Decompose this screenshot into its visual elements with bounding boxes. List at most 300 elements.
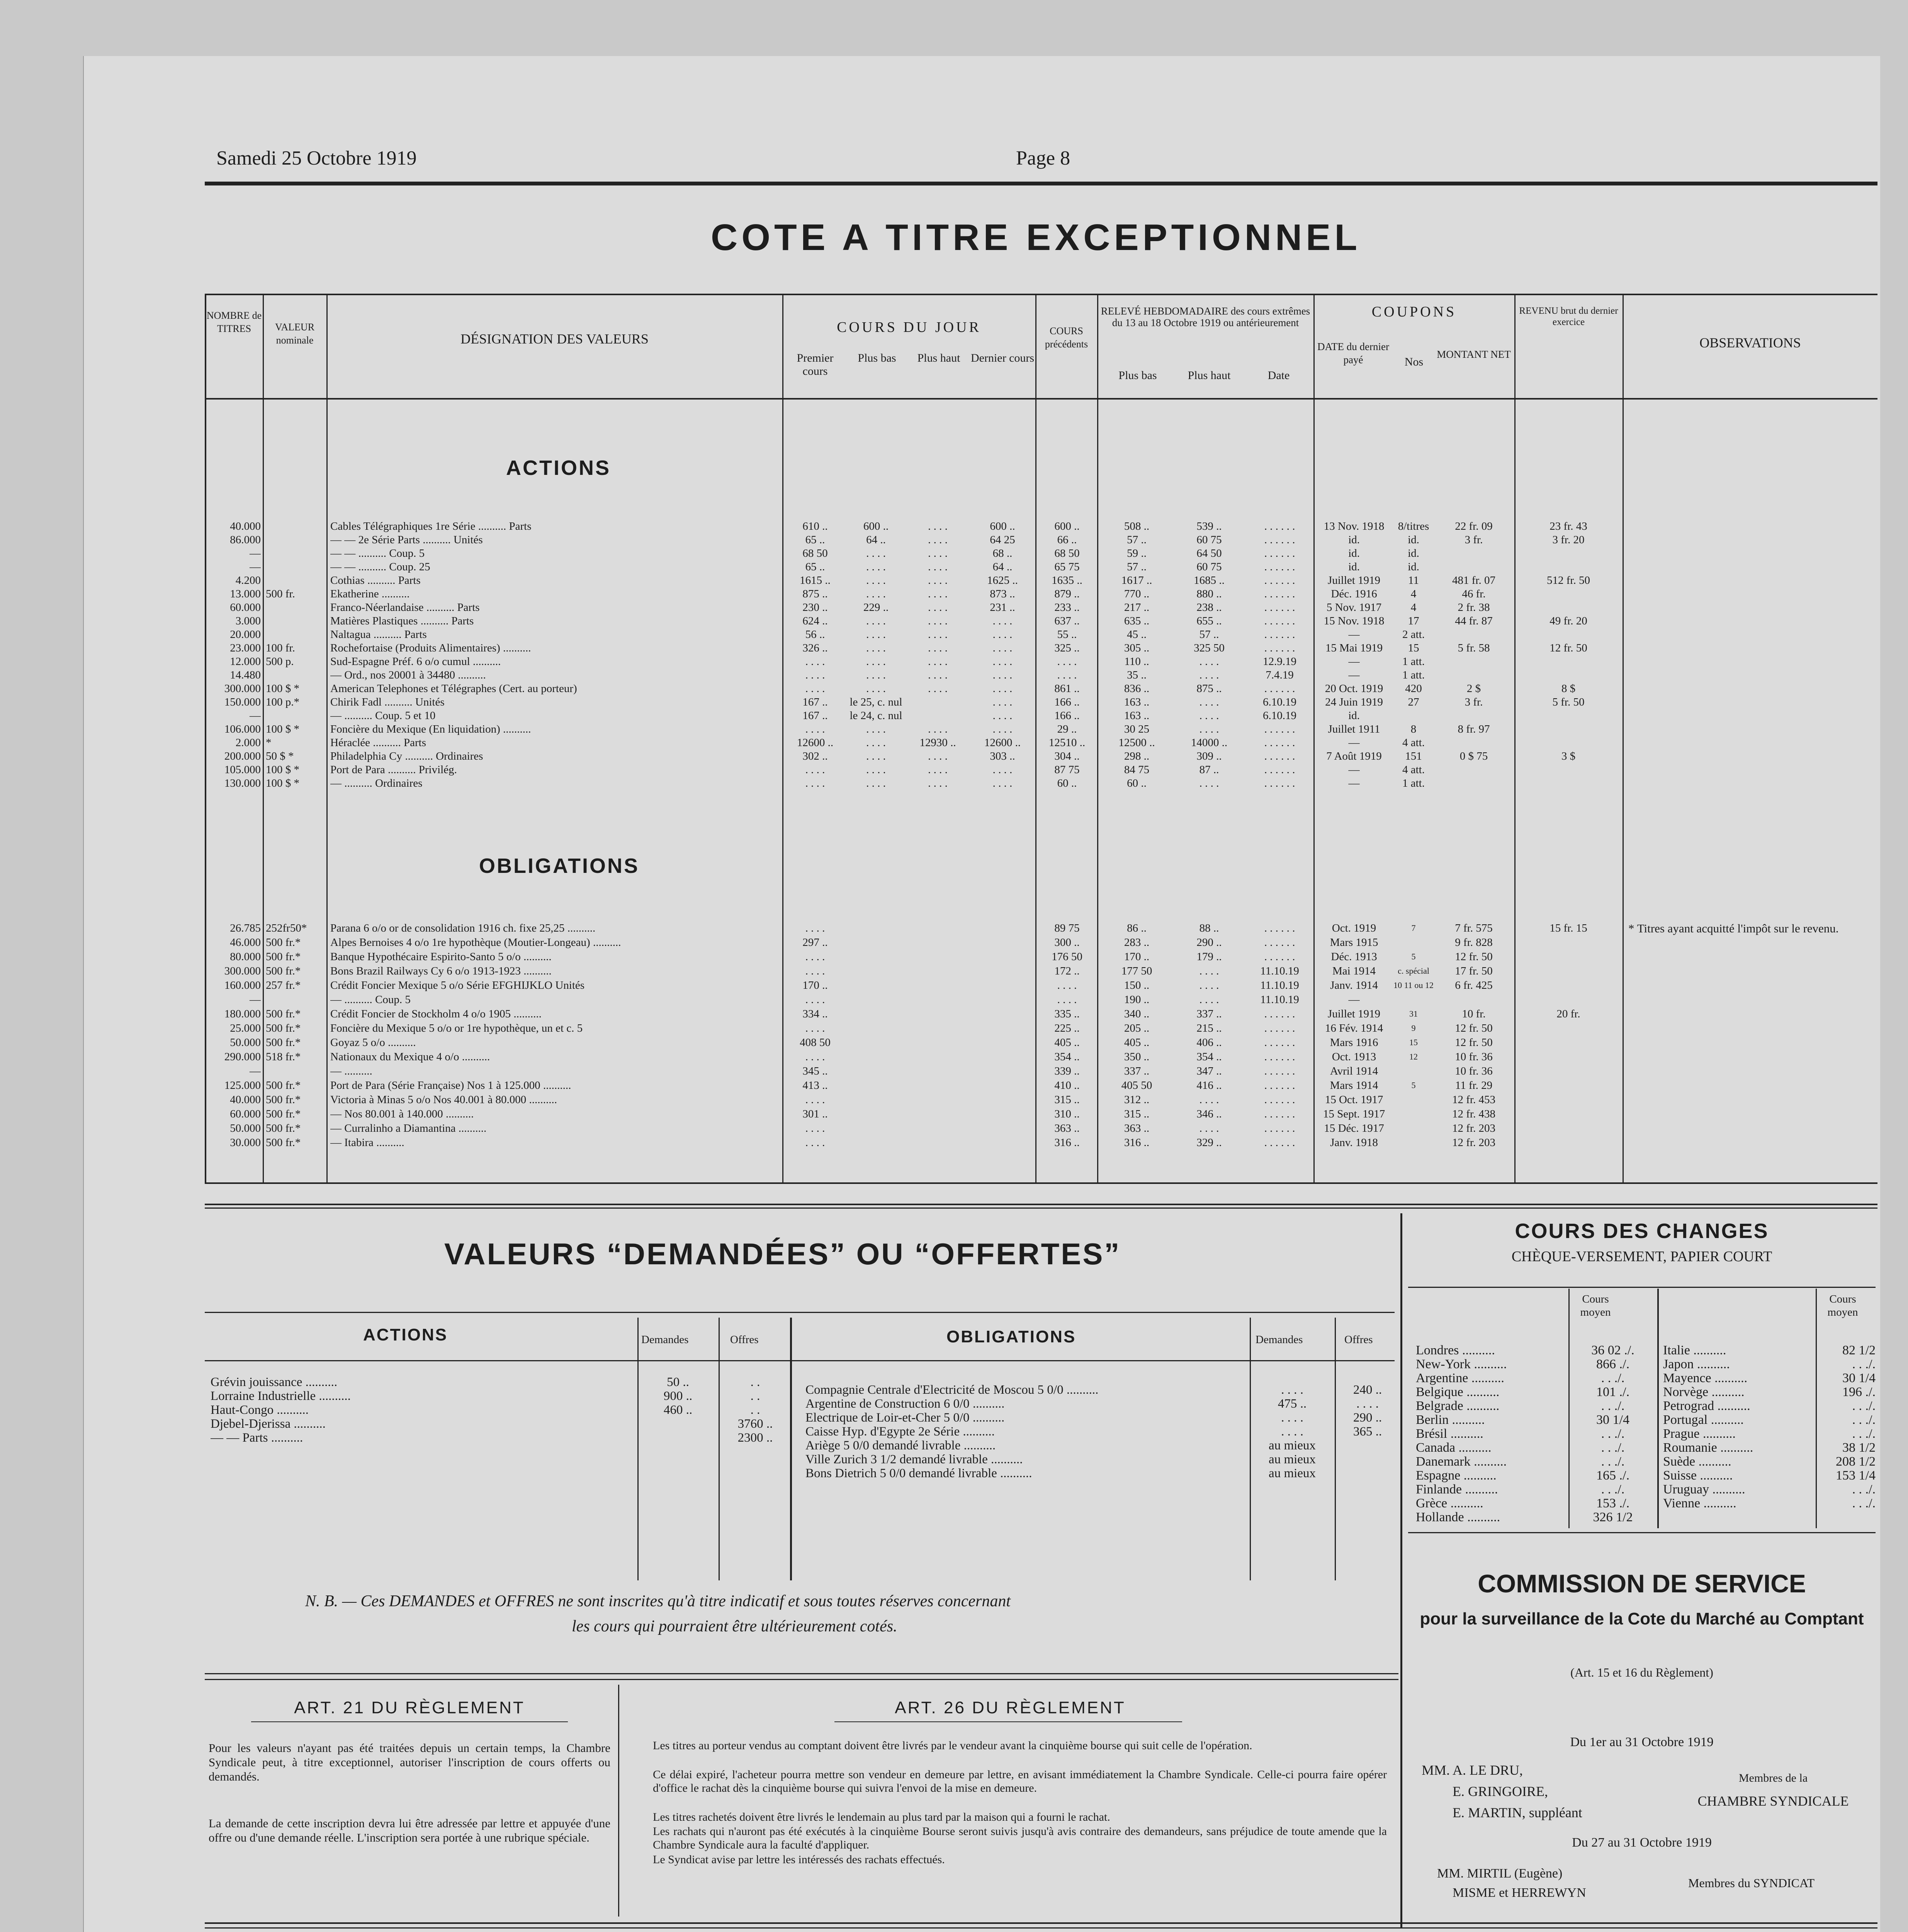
- actions-cell-p: 326 ..: [802, 642, 828, 654]
- obligations-cell-cd: Avril 1914: [1330, 1065, 1378, 1077]
- actions-cell-b: . . . .: [866, 547, 886, 560]
- obligations-cell-rv: 15 fr. 15: [1550, 922, 1587, 934]
- obligations-cell-rb: 405 50: [1121, 1079, 1152, 1092]
- demandees-action-offre: 2300 ..: [737, 1431, 773, 1444]
- actions-cell-n: 105.000: [224, 764, 261, 776]
- col-sep: [782, 294, 783, 1182]
- actions-cell-p: 875 ..: [802, 588, 828, 600]
- actions-cell-v: *: [266, 736, 272, 749]
- obligations-cell-rd: 11.10.19: [1260, 965, 1299, 977]
- actions-cell-d: Sud-Espagne Préf. 6 o/o cumul ..........: [330, 655, 501, 668]
- actions-cell-h: . . . .: [928, 588, 948, 600]
- issue-date: Samedi 25 Octobre 1919: [216, 147, 417, 169]
- section-rule: [205, 1922, 1877, 1924]
- actions-section-title: ACTIONS: [506, 456, 611, 480]
- demandees-obligation-offre: 365 ..: [1353, 1425, 1382, 1438]
- obligations-cell-rb: 315 ..: [1124, 1108, 1150, 1120]
- obligations-cell-cn: 15: [1409, 1037, 1418, 1047]
- actions-cell-d: Chirik Fadl .......... Unités: [330, 696, 445, 708]
- actions-cell-rh: 60 75: [1196, 561, 1222, 573]
- obligations-cell-rd: . . . . . .: [1264, 1079, 1295, 1092]
- obligations-cell-v: 500 fr.*: [266, 1022, 301, 1034]
- demandees-action-demande: 50 ..: [667, 1376, 689, 1389]
- actions-cell-cn: 8/titres: [1398, 520, 1429, 532]
- actions-cell-p: 65 ..: [805, 561, 825, 573]
- actions-cell-dc: . . . .: [992, 696, 1013, 708]
- obligations-cell-rv: 20 fr.: [1556, 1008, 1580, 1020]
- actions-cell-n: 13.000: [230, 588, 261, 600]
- actions-cell-cn: 15: [1408, 642, 1419, 654]
- actions-cell-cn: 17: [1408, 615, 1419, 627]
- actions-cell-rv: 5 fr. 50: [1552, 696, 1585, 708]
- actions-cell-pr: 12510 ..: [1048, 736, 1086, 749]
- changes-country: Norvège ..........: [1663, 1386, 1745, 1399]
- obligations-cell-n: 26.785: [230, 922, 261, 934]
- actions-cell-cn: 4 att.: [1402, 764, 1425, 776]
- col-sep: [1400, 1213, 1402, 1928]
- actions-cell-v: 100 p.*: [266, 696, 299, 708]
- actions-cell-p: . . . .: [805, 723, 825, 735]
- actions-cell-b: le 25, c. nul: [850, 696, 902, 708]
- demandees-action-name: Haut-Congo ..........: [211, 1403, 309, 1417]
- actions-cell-v: 100 $ *: [266, 777, 299, 789]
- changes-country: Vienne ..........: [1663, 1497, 1736, 1510]
- actions-cell-b: . . . .: [866, 764, 886, 776]
- actions-cell-rd: . . . . . .: [1264, 750, 1295, 762]
- art21-p1: Pour les valeurs n'ayant pas été traitées depuis un certain temps, la Chambre Syndicale peut, à titre exceptionnel, autoriser l'inscription de cours offerts ou demandés.: [209, 1741, 610, 1783]
- obligations-cell-d: Goyaz 5 o/o ..........: [330, 1036, 416, 1049]
- actions-cell-cm: 44 fr. 87: [1455, 615, 1493, 627]
- changes-country: Suisse ..........: [1663, 1469, 1733, 1482]
- actions-cell-dc: . . . .: [992, 628, 1013, 641]
- actions-cell-rv: 512 fr. 50: [1547, 574, 1590, 587]
- actions-cell-n: 20.000: [230, 628, 261, 641]
- obligations-cell-pr: 89 75: [1054, 922, 1080, 934]
- actions-cell-b: . . . .: [866, 777, 886, 789]
- actions-cell-p: 12600 ..: [797, 736, 834, 749]
- demandees-action-offre: . .: [750, 1376, 760, 1389]
- changes-rate: 36 02 ./.: [1591, 1344, 1634, 1357]
- obligations-cell-rh: . . . .: [1199, 965, 1219, 977]
- col-sep: [719, 1318, 720, 1580]
- actions-cell-pr: . . . .: [1057, 669, 1077, 681]
- obligations-cell-rd: . . . . . .: [1264, 1136, 1295, 1149]
- changes-rate: 165 ./.: [1596, 1469, 1629, 1482]
- actions-cell-dc: 303 ..: [990, 750, 1015, 762]
- actions-cell-rh: 880 ..: [1196, 588, 1222, 600]
- obligations-cell-p: . . . .: [805, 1051, 825, 1063]
- actions-cell-rv: 23 fr. 43: [1550, 520, 1587, 532]
- actions-cell-h: . . . .: [928, 655, 948, 668]
- obligations-cell-rb: 316 ..: [1124, 1136, 1150, 1149]
- demandees-action-offre: . .: [750, 1403, 760, 1417]
- obligations-cell-cm: 12 fr. 203: [1452, 1122, 1495, 1134]
- actions-cell-d: Matières Plastiques .......... Parts: [330, 615, 474, 627]
- obligations-cell-pr: 335 ..: [1054, 1008, 1080, 1020]
- obligations-cell-p: 297 ..: [802, 936, 828, 949]
- actions-cell-rb: 60 ..: [1127, 777, 1147, 789]
- rule: [205, 1673, 1398, 1674]
- actions-cell-rd: . . . . . .: [1264, 628, 1295, 641]
- obligations-cell-cd: Mai 1914: [1332, 965, 1376, 977]
- actions-cell-pr: 304 ..: [1054, 750, 1080, 762]
- actions-cell-rh: 64 50: [1196, 547, 1222, 560]
- obligations-cell-n: 290.000: [224, 1051, 261, 1063]
- actions-cell-rv: 8 $: [1561, 682, 1576, 695]
- section-rule: [205, 1927, 1877, 1929]
- actions-cell-rh: 1685 ..: [1194, 574, 1225, 587]
- actions-cell-rb: 298 ..: [1124, 750, 1150, 762]
- actions-cell-rh: 60 75: [1196, 534, 1222, 546]
- obligations-cell-cd: Mars 1915: [1330, 936, 1378, 949]
- obligations-cell-pr: 410 ..: [1054, 1079, 1080, 1092]
- table-left-border: [205, 294, 206, 1182]
- actions-cell-cm: 46 fr.: [1462, 588, 1486, 600]
- actions-cell-cd: 13 Nov. 1918: [1324, 520, 1385, 532]
- actions-cell-d: Cables Télégraphiques 1re Série .......... Parts: [330, 520, 532, 532]
- actions-cell-h: . . . .: [928, 669, 948, 681]
- obligations-cell-v: 500 fr.*: [266, 1094, 301, 1106]
- changes-rate: 153 1/4: [1836, 1469, 1876, 1482]
- actions-cell-dc: 873 ..: [990, 588, 1015, 600]
- obligations-cell-cd: Oct. 1919: [1332, 922, 1376, 934]
- actions-cell-cm: 22 fr. 09: [1455, 520, 1493, 532]
- demandees-action-offre: . .: [750, 1389, 760, 1403]
- actions-cell-cm: 8 fr. 97: [1458, 723, 1490, 735]
- obligations-cell-cn: 9: [1411, 1023, 1416, 1033]
- obligations-cell-cm: 12 fr. 50: [1455, 1022, 1493, 1034]
- changes-country: Espagne ..........: [1416, 1469, 1497, 1482]
- actions-cell-b: . . . .: [866, 750, 886, 762]
- actions-cell-rd: . . . . . .: [1264, 723, 1295, 735]
- obligations-cell-d: Crédit Foncier de Stockholm 4 o/o 1905 ..........: [330, 1008, 542, 1020]
- obligations-cell-rb: 177 50: [1121, 965, 1152, 977]
- changes-country: Hollande ..........: [1416, 1511, 1500, 1524]
- page-number: Page 8: [1016, 147, 1070, 169]
- changes-country: Finlande ..........: [1416, 1483, 1498, 1496]
- obligations-cell-rh: 88 ..: [1199, 922, 1219, 934]
- obligations-cell-cd: 16 Fév. 1914: [1325, 1022, 1383, 1034]
- actions-cell-b: 64 ..: [866, 534, 886, 546]
- actions-cell-b: . . . .: [866, 588, 886, 600]
- demandees-offres-header-2: Offres: [1344, 1333, 1373, 1346]
- actions-cell-n: 60.000: [230, 601, 261, 614]
- obligations-cell-n: —: [250, 993, 261, 1006]
- actions-cell-pr: 87 75: [1054, 764, 1080, 776]
- col-sep: [1657, 1289, 1659, 1528]
- actions-cell-rh: . . . .: [1199, 655, 1219, 668]
- obligations-cell-cn: c. spécial: [1398, 966, 1429, 976]
- actions-cell-h: . . . .: [928, 561, 948, 573]
- obligations-cell-cd: —: [1348, 993, 1360, 1006]
- obligations-cell-v: 500 fr.*: [266, 965, 301, 977]
- actions-cell-p: . . . .: [805, 669, 825, 681]
- demandees-demandes-header-2: Demandes: [1256, 1333, 1303, 1346]
- actions-cell-n: 4.200: [235, 574, 261, 587]
- obligations-cell-n: 30.000: [230, 1136, 261, 1149]
- actions-cell-pr: 68 50: [1054, 547, 1080, 560]
- art26-p5: Le Syndicat avise par lettre les intéressés des rachats effectués.: [653, 1853, 945, 1866]
- obligations-cell-pr: 315 ..: [1054, 1094, 1080, 1106]
- demandees-nb-2: les cours qui pourraient être ultérieurement cotés.: [572, 1617, 897, 1635]
- actions-cell-pr: 879 ..: [1054, 588, 1080, 600]
- demandees-obligation-demande: 475 ..: [1278, 1397, 1307, 1410]
- actions-cell-p: 68 50: [802, 547, 828, 560]
- changes-country: Portugal ..........: [1663, 1413, 1744, 1427]
- obligations-section-title: OBLIGATIONS: [479, 854, 639, 878]
- actions-cell-rd: 12.9.19: [1263, 655, 1296, 668]
- actions-cell-h: . . . .: [928, 628, 948, 641]
- actions-cell-rd: . . . . . .: [1264, 642, 1295, 654]
- actions-cell-rb: 110 ..: [1124, 655, 1149, 668]
- changes-rate: . . ./.: [1852, 1358, 1876, 1371]
- actions-cell-dc: 231 ..: [990, 601, 1015, 614]
- actions-cell-b: . . . .: [866, 682, 886, 695]
- obligations-cell-pr: . . . .: [1057, 979, 1077, 992]
- actions-cell-b: . . . .: [866, 561, 886, 573]
- obligations-cell-cd: 15 Oct. 1917: [1325, 1094, 1383, 1106]
- demandees-action-demande: 460 ..: [663, 1403, 693, 1417]
- obligations-cell-rh: 406 ..: [1196, 1036, 1222, 1049]
- section-rule: [205, 1204, 1877, 1205]
- obligations-cell-p: . . . .: [805, 965, 825, 977]
- obligations-cell-n: 25.000: [230, 1022, 261, 1034]
- obligations-cell-n: 125.000: [224, 1079, 261, 1092]
- changes-country: Petrograd ..........: [1663, 1400, 1750, 1413]
- actions-cell-p: 230 ..: [802, 601, 828, 614]
- commission-member-3: E. MARTIN, suppléant: [1453, 1805, 1582, 1820]
- actions-cell-rv: 12 fr. 50: [1550, 642, 1587, 654]
- actions-cell-rh: 655 ..: [1196, 615, 1222, 627]
- actions-cell-cn: 27: [1408, 696, 1419, 708]
- actions-cell-rd: . . . . . .: [1264, 574, 1295, 587]
- changes-country: Mayence ..........: [1663, 1372, 1748, 1385]
- obligations-cell-d: Bons Brazil Railways Cy 6 o/o 1913-1923 ..........: [330, 965, 552, 977]
- actions-cell-v: 500 p.: [266, 655, 294, 668]
- actions-cell-b: . . . .: [866, 669, 886, 681]
- actions-cell-rb: 45 ..: [1127, 628, 1147, 641]
- obligations-cell-pr: 300 ..: [1054, 936, 1080, 949]
- col-numero: Nos: [1404, 355, 1424, 368]
- actions-cell-rd: . . . . . .: [1264, 615, 1295, 627]
- obligations-cell-n: 60.000: [230, 1108, 261, 1120]
- commission-period-1: Du 1er au 31 Octobre 1919: [1570, 1735, 1714, 1749]
- changes-rate: 326 1/2: [1593, 1511, 1633, 1524]
- obligations-cell-rh: 329 ..: [1196, 1136, 1222, 1149]
- actions-cell-cm: 3 fr.: [1465, 534, 1483, 546]
- actions-cell-rb: 59 ..: [1127, 547, 1147, 560]
- obligations-cell-d: — .......... Coup. 5: [330, 993, 411, 1006]
- demandees-obligation-offre: 240 ..: [1353, 1383, 1382, 1396]
- obligations-cell-rb: 283 ..: [1124, 936, 1150, 949]
- commission-title: COMMISSION DE SERVICE: [1478, 1569, 1806, 1598]
- obligations-cell-cd: Oct. 1913: [1332, 1051, 1376, 1063]
- changes-rate: . . ./.: [1601, 1483, 1625, 1496]
- actions-cell-cn: 420: [1405, 682, 1422, 695]
- actions-cell-h: . . . .: [928, 777, 948, 789]
- actions-cell-d: Port de Para .......... Privilég.: [330, 764, 457, 776]
- actions-cell-cd: 24 Juin 1919: [1325, 696, 1383, 708]
- actions-cell-n: 40.000: [230, 520, 261, 532]
- art26-p4: Les rachats qui n'auront pas été exécutés à la cinquième Bourse seront suivis jusqu'à avis contraire des demandeurs, sans préjudice de toute amende que la Chambre Syndicale aura la faculté d'appliquer.: [653, 1825, 1387, 1851]
- actions-cell-pr: 166 ..: [1054, 709, 1080, 722]
- obligations-cell-rh: . . . .: [1199, 1094, 1219, 1106]
- actions-cell-rb: 84 75: [1124, 764, 1150, 776]
- demandees-action-name: Lorraine Industrielle ..........: [211, 1389, 351, 1403]
- actions-cell-rb: 163 ..: [1124, 696, 1150, 708]
- obligations-cell-d: Nationaux du Mexique 4 o/o ..........: [330, 1051, 490, 1063]
- actions-cell-d: — — .......... Coup. 5: [330, 547, 425, 560]
- actions-cell-rd: . . . . . .: [1264, 520, 1295, 532]
- col-releve-haut: Plus haut: [1188, 369, 1231, 382]
- col-sep: [637, 1318, 639, 1580]
- col-sep: [1514, 294, 1516, 1182]
- obligations-cell-rb: 350 ..: [1124, 1051, 1150, 1063]
- obligations-cell-d: Crédit Foncier Mexique 5 o/o Série EFGHIJKLO Unités: [330, 979, 585, 992]
- obligations-cell-pr: . . . .: [1057, 993, 1077, 1006]
- commission-role-2: Membres du SYNDICAT: [1688, 1876, 1815, 1890]
- actions-cell-p: 65 ..: [805, 534, 825, 546]
- actions-cell-rd: . . . . . .: [1264, 601, 1295, 614]
- obligations-cell-d: Foncière du Mexique 5 o/o or 1re hypothèque, un et c. 5: [330, 1022, 583, 1034]
- changes-rate: . . ./.: [1601, 1455, 1625, 1468]
- changes-country: New-York ..........: [1416, 1358, 1507, 1371]
- actions-cell-rb: 1617 ..: [1121, 574, 1152, 587]
- commission-period-2: Du 27 au 31 Octobre 1919: [1572, 1835, 1712, 1850]
- actions-cell-cn: 4: [1410, 601, 1417, 614]
- obligations-cell-cd: Janv. 1918: [1330, 1136, 1378, 1149]
- col-sep: [326, 294, 328, 1182]
- actions-cell-cn: id.: [1408, 534, 1419, 546]
- obligations-cell-rh: 347 ..: [1196, 1065, 1222, 1077]
- actions-cell-b: 229 ..: [863, 601, 889, 614]
- actions-cell-h: . . . .: [928, 534, 948, 546]
- actions-cell-cd: —: [1348, 764, 1360, 776]
- actions-cell-dc: 64 ..: [992, 561, 1013, 573]
- actions-cell-cd: —: [1348, 669, 1360, 681]
- changes-rate: . . ./.: [1852, 1427, 1876, 1440]
- obligations-cell-rd: . . . . . .: [1264, 1122, 1295, 1134]
- obligations-cell-rb: 205 ..: [1124, 1022, 1150, 1034]
- demandees-obligation-name: Compagnie Centrale d'Electricité de Moscou 5 0/0 ..........: [805, 1383, 1099, 1396]
- art26-title: ART. 26 DU RÈGLEMENT: [895, 1698, 1126, 1717]
- actions-cell-cd: Déc. 1916: [1331, 588, 1377, 600]
- obligations-cell-p: . . . .: [805, 922, 825, 934]
- actions-cell-pr: 233 ..: [1054, 601, 1080, 614]
- obligations-cell-v: 518 fr.*: [266, 1051, 301, 1063]
- obligations-cell-n: 46.000: [230, 936, 261, 949]
- actions-cell-cd: Juillet 1919: [1327, 574, 1381, 587]
- commission-member-4: MM. MIRTIL (Eugène): [1437, 1866, 1563, 1881]
- art26-p2: Ce délai expiré, l'acheteur pourra mettre son vendeur en demeure par lettre, en avisant immédiatement la Chambre Syndicale. Celle-ci pourra faire opérer d'office le rachat dès la cinquième bourse qui suivra l'envoi de la mise en demeure.: [653, 1768, 1387, 1794]
- obligations-cell-rh: 337 ..: [1196, 1008, 1222, 1020]
- actions-cell-cn: 1 att.: [1402, 777, 1425, 789]
- actions-cell-rh: . . . .: [1199, 723, 1219, 735]
- obligations-cell-v: 500 fr.*: [266, 1136, 301, 1149]
- obligations-cell-p: . . . .: [805, 951, 825, 963]
- actions-cell-p: 56 ..: [805, 628, 825, 641]
- actions-cell-b: . . . .: [866, 736, 886, 749]
- actions-cell-rd: 6.10.19: [1263, 696, 1296, 708]
- col-sep: [618, 1685, 619, 1917]
- col-sep: [1097, 294, 1098, 1182]
- rule: [834, 1721, 1182, 1722]
- obligations-cell-rh: 215 ..: [1196, 1022, 1222, 1034]
- obligations-cell-d: — Itabira ..........: [330, 1136, 404, 1149]
- col-coupons: COUPONS: [1371, 304, 1457, 320]
- actions-cell-d: Franco-Néerlandaise .......... Parts: [330, 601, 480, 614]
- demandees-obligation-name: Ville Zurich 3 1/2 demandé livrable ..........: [805, 1453, 1023, 1466]
- actions-cell-rv: 3 fr. 20: [1552, 534, 1585, 546]
- changes-country: Belgique ..........: [1416, 1386, 1500, 1399]
- obligations-cell-rd: . . . . . .: [1264, 1022, 1295, 1034]
- rule: [251, 1721, 568, 1722]
- actions-cell-rd: . . . . . .: [1264, 777, 1295, 789]
- actions-cell-cd: 20 Oct. 1919: [1325, 682, 1383, 695]
- obligations-cell-pr: 316 ..: [1054, 1136, 1080, 1149]
- actions-cell-rh: 238 ..: [1196, 601, 1222, 614]
- actions-cell-cn: id.: [1408, 547, 1419, 560]
- actions-cell-cn: 1 att.: [1402, 669, 1425, 681]
- changes-country: Japon ..........: [1663, 1358, 1730, 1371]
- actions-cell-d: Foncière du Mexique (En liquidation) ..........: [330, 723, 531, 735]
- demandees-obligation-name: Caisse Hyp. d'Egypte 2e Série ..........: [805, 1425, 995, 1438]
- actions-cell-d: Naltagua .......... Parts: [330, 628, 427, 641]
- demandees-actions-header: ACTIONS: [363, 1325, 448, 1344]
- obligations-cell-d: — ..........: [330, 1065, 372, 1077]
- actions-cell-n: 200.000: [224, 750, 261, 762]
- rule: [205, 1679, 1398, 1680]
- actions-cell-pr: 600 ..: [1054, 520, 1080, 532]
- actions-cell-dc: 12600 ..: [984, 736, 1021, 749]
- obligations-cell-cm: 9 fr. 828: [1455, 936, 1493, 949]
- actions-cell-rd: . . . . . .: [1264, 588, 1295, 600]
- actions-cell-p: 610 ..: [802, 520, 828, 532]
- actions-cell-h: . . . .: [928, 547, 948, 560]
- commission-role-1: Membres de la: [1738, 1772, 1808, 1784]
- actions-cell-d: Héraclée .......... Parts: [330, 736, 426, 749]
- actions-cell-pr: 637 ..: [1054, 615, 1080, 627]
- obligations-cell-rd: 11.10.19: [1260, 979, 1299, 992]
- changes-rate: 30 1/4: [1596, 1413, 1629, 1427]
- changes-rate: . . ./.: [1601, 1400, 1625, 1413]
- actions-cell-dc: . . . .: [992, 777, 1013, 789]
- actions-cell-dc: . . . .: [992, 642, 1013, 654]
- obligations-cell-v: 500 fr.*: [266, 951, 301, 963]
- actions-cell-rb: 163 ..: [1124, 709, 1150, 722]
- actions-cell-dc: . . . .: [992, 682, 1013, 695]
- obligations-cell-d: — Nos 80.001 à 140.000 ..........: [330, 1108, 474, 1120]
- actions-cell-n: —: [250, 709, 261, 722]
- col-observations: OBSERVATIONS: [1699, 335, 1801, 350]
- changes-country: Suède ..........: [1663, 1455, 1731, 1468]
- actions-cell-dc: 1625 ..: [987, 574, 1018, 587]
- actions-cell-cd: —: [1348, 777, 1360, 789]
- actions-cell-n: 106.000: [224, 723, 261, 735]
- obligations-cell-d: Parana 6 o/o or de consolidation 1916 ch. fixe 25,25 ..........: [330, 922, 596, 934]
- section-rule: [205, 1208, 1877, 1209]
- actions-cell-b: . . . .: [866, 615, 886, 627]
- demandees-action-demande: 900 ..: [663, 1389, 693, 1403]
- actions-cell-rb: 508 ..: [1124, 520, 1150, 532]
- actions-cell-n: 300.000: [224, 682, 261, 695]
- actions-cell-rv: 49 fr. 20: [1550, 615, 1587, 627]
- demandees-obligation-offre: 290 ..: [1353, 1411, 1382, 1424]
- changes-rate: 30 1/4: [1842, 1372, 1876, 1385]
- rule: [1408, 1532, 1876, 1533]
- obligations-cell-cd: Mars 1916: [1330, 1036, 1378, 1049]
- col-sep: [1035, 294, 1036, 1182]
